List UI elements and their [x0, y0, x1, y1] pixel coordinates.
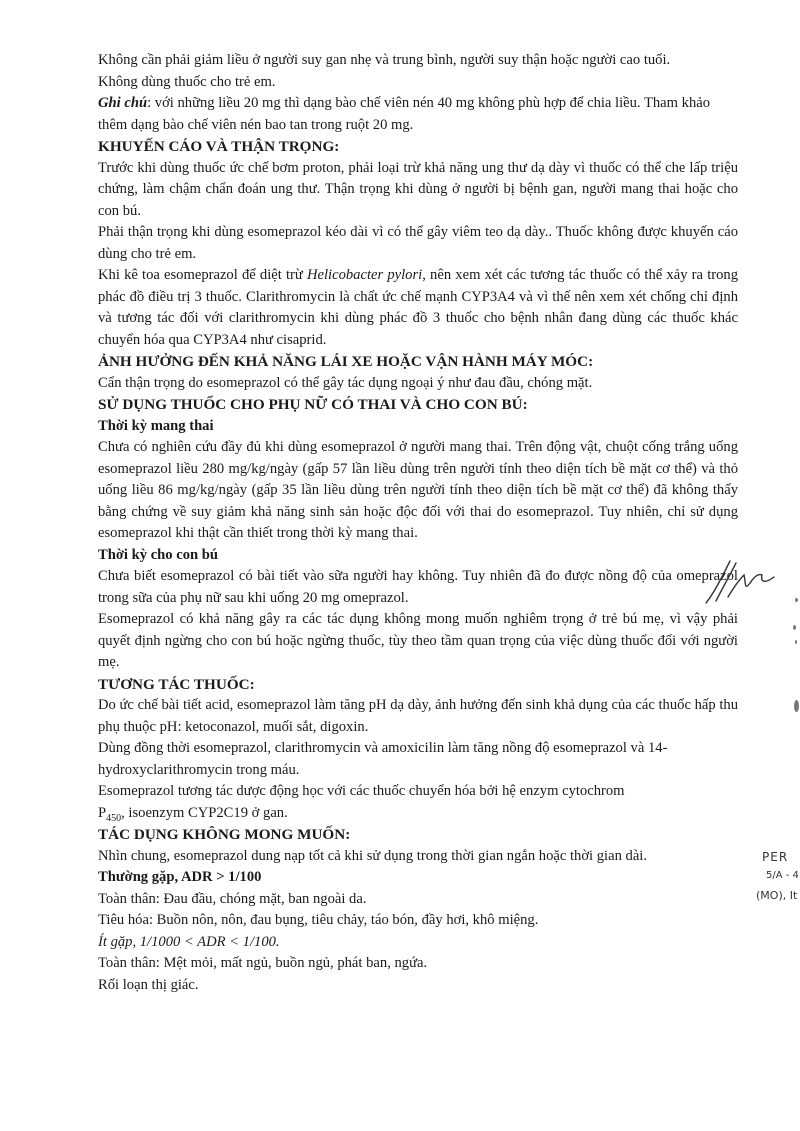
- warnings-paragraph-1: Trước khi dùng thuốc ức chế bơm proton, phải loại trừ khả năng ung thư dạ dày vì thuốc có thể che lấp triệu chứng, làm chậm chẩn đoán ung thư. Thận trọng khi dùng ở người bị bệnh gan, người mang thai hoặc cho con bú.: [98, 159, 738, 219]
- document-body: [98, 50, 738, 996]
- breastfeeding-subheading: Thời kỳ cho con bú: [98, 546, 219, 563]
- p450-rest: , isoenzym CYP2C19 ở gan.: [121, 804, 288, 821]
- dose-note-1: Không cần phải giảm liều ở người suy gan nhẹ và trung bình, người suy thận hoặc người cao tuổi.: [98, 52, 671, 68]
- adverse-line-1: Toàn thân: Đau đầu, chóng mặt, ban ngoài da.: [98, 890, 367, 907]
- scan-speck: [793, 625, 796, 630]
- scan-speck: [795, 640, 797, 644]
- interactions-heading: TƯƠNG TÁC THUỐC:: [98, 675, 255, 693]
- warnings-p3-italic: Helicobacter pylori: [306, 267, 423, 283]
- adverse-heading: TÁC DỤNG KHÔNG MONG MUỐN:: [98, 826, 351, 843]
- adverse-common-subheading: Thường gặp, ADR > 1/100: [98, 869, 262, 885]
- pregnancy-subheading: Thời kỳ mang thai: [98, 417, 214, 434]
- dose-note-2: Không dùng thuốc cho trẻ em.: [98, 73, 276, 90]
- p450-subscript: 450: [106, 812, 122, 824]
- adverse-line-4: Rối loạn thị giác.: [98, 976, 199, 993]
- adverse-line-2: Tiêu hóa: Buồn nôn, nôn, đau bụng, tiêu chảy, táo bón, đầy hơi, khô miệng.: [98, 912, 539, 928]
- warnings-heading: KHUYẾN CÁO VÀ THẬN TRỌNG:: [98, 138, 340, 155]
- breastfeeding-paragraph-2: Esomeprazol có khả năng gây ra các tác dụng không mong muốn nghiêm trọng ở trẻ bú mẹ, vì vậy phải quyết định ngừng cho con bú hoặc ngừng thuốc, tùy theo tầm quan trọng của việc dùng thuốc đối với người mẹ.: [98, 611, 738, 670]
- warnings-p3-before: Khi kê toa esomeprazol để diệt trừ: [98, 267, 307, 283]
- driving-heading: ẢNH HƯỞNG ĐẾN KHẢ NĂNG LÁI XE HOẶC VẬN HÀNH MÁY MÓC:: [98, 353, 594, 370]
- edge-fragment-2: 5/A - 4: [766, 870, 799, 881]
- driving-paragraph: Cẩn thận trọng do esomeprazol có thể gây tác dụng ngoại ý như đau đầu, chóng mặt.: [98, 374, 593, 391]
- scan-speck: [795, 598, 798, 602]
- pregnancy-paragraph: Chưa có nghiên cứu đầy đủ khi dùng esomeprazol ở người mang thai. Trên động vật, chuột cống trắng uống esomeprazol liều 280 mg/kg/ngày (gấp 57 lần liều dùng trên người tính theo diện tích bề mặt cơ thể) và thỏ uống liều 86 mg/kg/ngày (gấp 35 lần liều dùng trên người tính theo diện tích bề mặt cơ thể) đã không thấy bằng chứng về suy giảm khả năng sinh sản hoặc độc đối với thai do esomeprazol. Tuy nhiên, chỉ sử dụng esomeprazol khi thật cần thiết trong thời kỳ mang thai.: [98, 439, 738, 541]
- interactions-paragraph-3: Esomeprazol tương tác dược động học với các thuốc chuyển hóa bởi hệ enzym cytochrom: [98, 783, 625, 799]
- ghi-chu-text: : với những liều 20 mg thì dạng bào chế viên nén 40 mg không phù hợp để chia liều. Tham khảo thêm dạng bào chế viên nén bao tan trong ruột 20 mg.: [98, 95, 711, 133]
- warnings-p3-after: , nên xem xét các tương tác thuốc có thể xảy ra trong phác đồ điều trị 3 thuốc. Clarithromycin là chất ức chế mạnh CYP3A4 và vì thế nên xem xét chống chỉ định và tương tác đối với clarithromycin khi dùng phác đồ 3 thuốc cho bệnh nhân đang dùng các thuốc khác chuyển hóa qua CYP3A4 như cisaprid.: [98, 267, 738, 348]
- adverse-uncommon-subheading: Ít gặp, 1/1000 < ADR < 1/100.: [98, 933, 280, 950]
- pregnancy-heading: SỬ DỤNG THUỐC CHO PHỤ NỮ CÓ THAI VÀ CHO CON BÚ:: [98, 396, 528, 413]
- handwritten-signature: [700, 553, 780, 609]
- adverse-line-3: Toàn thân: Mệt mỏi, mất ngủ, buồn ngủ, phát ban, ngứa.: [98, 955, 428, 971]
- adverse-paragraph: Nhìn chung, esomeprazol dung nạp tốt cả khi sử dụng trong thời gian ngắn hoặc thời gian dài.: [98, 847, 648, 864]
- edge-fragment-3: (MO), It: [756, 889, 798, 902]
- interactions-paragraph-1: Do ức chế bài tiết acid, esomeprazol làm tăng pH dạ dày, ảnh hưởng đến sinh khả dụng của các thuốc hấp thu phụ thuộc pH: ketoconazol, muối sắt, digoxin.: [98, 697, 738, 735]
- warnings-paragraph-3: [98, 265, 738, 351]
- ghi-chu-label: Ghi chú: [98, 95, 148, 111]
- ghi-chu-note: [98, 93, 738, 136]
- p450-letter: P: [98, 804, 107, 821]
- interactions-paragraph-4: [98, 803, 738, 825]
- breastfeeding-paragraph-1: Chưa biết esomeprazol có bài tiết vào sữa người hay không. Tuy nhiên đã đo được nồng độ của omeprazol trong sữa của phụ nữ sau khi uống 20 mg omeprazol.: [98, 568, 738, 606]
- scan-speck: [794, 700, 799, 712]
- edge-fragment-1: PER: [762, 850, 789, 864]
- interactions-paragraph-2: Dùng đồng thời esomeprazol, clarithromycin và amoxicilin làm tăng nồng độ esomeprazol và 14-hydroxyclarithromycin trong máu.: [98, 740, 668, 778]
- warnings-paragraph-2: Phải thận trọng khi dùng esomeprazol kéo dài vì có thể gây viêm teo dạ dày.. Thuốc không được khuyến cáo dùng cho trẻ em.: [98, 224, 738, 262]
